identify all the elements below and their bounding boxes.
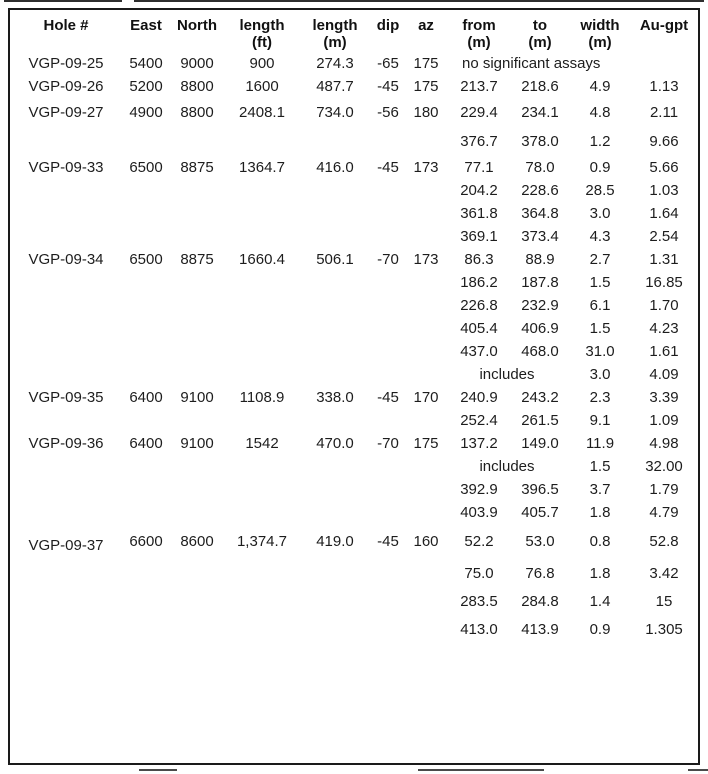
cell-blank [10,615,446,643]
cell-to: 53.0 [525,533,555,550]
cell-hole: VGP-09-26 [28,78,104,95]
cell-blank [10,409,446,432]
cell-from: 437.0 [460,343,498,360]
cell-width: 0.8 [589,533,611,550]
cell-from: 361.8 [460,205,498,222]
assay-row [10,225,696,248]
cell-north: 8875 [180,251,214,268]
cell-from: 240.9 [460,389,498,406]
assay-row [10,340,696,363]
cell-blank [10,501,446,524]
cell-au: 2.54 [649,228,679,245]
col-unit-length_ft: (ft) [252,34,272,51]
cell-from: 204.2 [460,182,498,199]
cell-length_ft: 1364.7 [239,159,285,176]
col-header-dip: dip [376,17,400,34]
crop-mark [418,769,544,771]
cell-width: 1.5 [589,458,611,475]
cell-hole: VGP-09-36 [28,435,104,452]
assay-table-header [10,14,696,52]
assay-row [10,386,696,409]
cell-to: 234.1 [521,104,559,121]
cell-blank [10,202,446,225]
cell-east: 4900 [129,104,163,121]
cell-from: 226.8 [460,297,498,314]
cell-length_m: 506.1 [316,251,354,268]
header-units-row [10,34,696,52]
col-header-az: az [418,17,434,34]
cell-width: 1.8 [589,564,611,582]
cell-blank [10,294,446,317]
cell-dip: -45 [377,159,399,176]
cell-length_ft: 2408.1 [239,104,285,121]
cell-hole: VGP-09-35 [28,389,104,406]
cell-north: 9100 [180,435,214,452]
assay-row [10,455,696,478]
cell-width: 4.9 [589,78,611,95]
cell-from: 186.2 [460,274,498,291]
cell-width: 1.4 [589,592,611,610]
cell-length_m: 416.0 [316,159,354,176]
cell-width: 6.1 [589,297,611,314]
cell-hole: VGP-09-34 [28,251,104,268]
col-unit-to: (m) [528,34,552,51]
cell-north: 9000 [180,55,214,72]
cell-from: 52.2 [464,533,494,550]
cell-length_ft: 1660.4 [239,251,285,268]
assay-table-body [10,52,696,643]
col-header-east: East [130,17,162,34]
cell-from: 392.9 [460,481,498,498]
cell-to: 232.9 [521,297,559,314]
cell-north: 9100 [180,389,214,406]
cell-az: 173 [413,159,439,176]
cell-to: 76.8 [525,564,555,582]
cell-blank [10,225,446,248]
cell-from: 137.2 [460,435,498,452]
assay-row [10,478,696,501]
assay-row [10,559,696,587]
cell-length_ft: 900 [249,55,275,72]
cell-length_m: 338.0 [316,389,354,406]
cell-blank [10,340,446,363]
cell-to: 243.2 [521,389,559,406]
cell-north: 8600 [180,533,214,550]
col-header-width: width [580,17,620,34]
cell-to: 228.6 [521,182,559,199]
assay-row [10,156,696,179]
cell-hole: VGP-09-27 [28,104,104,121]
cell-from: 403.9 [460,504,498,521]
cell-to: 373.4 [521,228,559,245]
cell-au: 1.64 [649,205,679,222]
cell-width: 11.9 [585,435,615,452]
cell-dip: -45 [377,389,399,406]
cell-from: 75.0 [464,564,494,582]
cell-au: 4.79 [649,504,679,521]
cell-from: 405.4 [460,320,498,337]
cell-includes: includes [479,366,535,383]
cell-hole: VGP-09-33 [28,159,104,176]
col-unit-au [632,34,696,52]
cell-az: 160 [413,533,439,550]
col-header-from: from [462,17,496,34]
col-header-length_ft: length [239,17,285,34]
cell-to: 406.9 [521,320,559,337]
cell-blank [10,317,446,340]
cell-note: no significant assays [462,55,601,72]
cell-au: 3.39 [649,389,679,406]
assay-row [10,432,696,455]
cell-au: 3.42 [649,564,679,582]
cell-width: 1.2 [589,133,611,150]
col-unit-north [170,34,224,52]
cell-from: 413.0 [460,620,498,638]
cell-au: 4.23 [649,320,679,337]
cell-dip: -70 [377,251,399,268]
cell-au: 9.66 [649,133,679,150]
assay-row [10,409,696,432]
cell-au: 1.70 [649,297,679,314]
assay-row [10,615,696,643]
cell-north: 8800 [180,78,214,95]
cell-au: 1.79 [649,481,679,498]
cell-includes: includes [479,458,535,475]
assay-row [10,271,696,294]
cell-to: 378.0 [521,133,559,150]
cell-az: 170 [413,389,439,406]
cell-east: 6500 [129,159,163,176]
cell-length_m: 734.0 [316,104,354,121]
cell-width: 2.7 [589,251,611,268]
cell-az: 175 [413,435,439,452]
cell-from: 77.1 [464,159,494,176]
cell-from: 376.7 [460,133,498,150]
col-unit-width: (m) [588,34,612,51]
cell-blank [10,478,446,501]
cell-width: 1.5 [589,274,611,291]
cell-az: 175 [413,78,439,95]
cell-au: 15 [655,592,673,610]
cell-length_m: 274.3 [316,55,354,72]
cell-width: 9.1 [589,412,611,429]
cropped-previous-row-line [4,0,704,2]
cell-au: 5.66 [649,159,679,176]
cell-from: 283.5 [460,592,498,610]
cell-from: 369.1 [460,228,498,245]
assay-row [10,248,696,271]
cell-length_m: 487.7 [316,78,354,95]
cell-east: 5400 [129,55,163,72]
cell-length_ft: 1108.9 [239,389,285,406]
cell-width: 4.8 [589,104,611,121]
cell-au: 16.85 [645,274,683,291]
cell-blank [10,127,446,156]
col-unit-hole [10,34,122,52]
cell-width: 31.0 [585,343,615,360]
cell-dip: -56 [377,104,399,121]
cell-east: 5200 [129,78,163,95]
cell-au: 1.13 [649,78,679,95]
cell-au: 52.8 [649,533,679,550]
cell-au: 1.31 [649,251,679,268]
col-header-length_m: length [312,17,358,34]
cell-au: 4.09 [649,366,679,383]
cell-east: 6500 [129,251,163,268]
cell-az: 180 [413,104,439,121]
cell-dip: -65 [377,55,399,72]
cell-length_ft: 1,374.7 [236,533,288,550]
assay-row [10,587,696,615]
assay-row [10,202,696,225]
col-header-to: to [532,17,548,34]
cell-length_m: 470.0 [316,435,354,452]
col-header-hole: Hole # [43,17,89,34]
cell-az: 173 [413,251,439,268]
assay-table [10,14,696,643]
assay-row [10,294,696,317]
cell-length_ft: 1542 [245,435,279,452]
crop-mark [139,769,177,771]
cell-width: 3.0 [589,366,611,383]
assay-row [10,317,696,340]
cell-dip: -45 [377,78,399,95]
cell-to: 261.5 [521,412,559,429]
cell-to: 468.0 [521,343,559,360]
cell-width: 1.8 [589,504,611,521]
assay-row [10,501,696,524]
cell-from: 213.7 [460,78,498,95]
cell-au: 1.03 [649,182,679,199]
cell-blank [10,455,446,478]
cell-au: 32.00 [645,458,683,475]
cell-to: 405.7 [521,504,559,521]
assay-row [10,179,696,202]
cell-blank [10,559,446,587]
cell-hole: VGP-09-25 [28,55,104,72]
cell-east: 6400 [129,389,163,406]
crop-mark [688,769,708,771]
cell-blank [10,587,446,615]
cell-to: 413.9 [521,620,559,638]
cell-to: 218.6 [521,78,559,95]
cell-width: 3.0 [589,205,611,222]
cell-dip: -70 [377,435,399,452]
col-header-au: Au-gpt [639,17,689,34]
cell-width: 0.9 [589,159,611,176]
cell-to: 187.8 [521,274,559,291]
cell-to: 364.8 [521,205,559,222]
cell-au: 4.98 [649,435,679,452]
cell-width: 0.9 [589,620,611,638]
cell-blank [10,271,446,294]
assay-row [10,52,696,75]
cell-width: 3.7 [589,481,611,498]
cell-au: 1.305 [645,620,683,638]
assay-row [10,98,696,127]
assay-row [10,363,696,386]
cell-length_ft: 1600 [245,78,279,95]
col-unit-from: (m) [467,34,491,51]
cell-from: 252.4 [460,412,498,429]
col-unit-dip [370,34,406,52]
assay-row [10,524,696,559]
cell-au: 2.11 [649,104,679,121]
cell-blank [10,363,446,386]
cell-az: 175 [413,55,439,72]
assay-row [10,75,696,98]
cell-width: 4.3 [589,228,611,245]
cell-width: 2.3 [589,389,611,406]
cell-from: 86.3 [464,251,494,268]
header-labels-row [10,14,696,34]
cell-to: 396.5 [521,481,559,498]
cell-north: 8800 [180,104,214,121]
cell-width: 1.5 [589,320,611,337]
cell-au: 1.09 [649,412,679,429]
cell-to: 284.8 [521,592,559,610]
assay-table-frame [8,8,700,765]
cell-east: 6600 [129,533,163,550]
col-unit-east [122,34,170,52]
cell-from: 229.4 [460,104,498,121]
cell-blank [10,179,446,202]
cell-to: 149.0 [521,435,559,452]
cell-length_m: 419.0 [316,533,354,550]
cell-width: 28.5 [585,182,615,199]
assay-row [10,127,696,156]
col-unit-length_m: (m) [323,34,347,51]
cell-hole: VGP-09-37 [28,536,104,554]
cell-to: 88.9 [525,251,555,268]
cell-au: 1.61 [649,343,679,360]
col-header-north: North [177,17,217,34]
cell-dip: -45 [377,533,399,550]
cell-east: 6400 [129,435,163,452]
col-unit-az [406,34,446,52]
cell-north: 8875 [180,159,214,176]
cell-to: 78.0 [525,159,555,176]
